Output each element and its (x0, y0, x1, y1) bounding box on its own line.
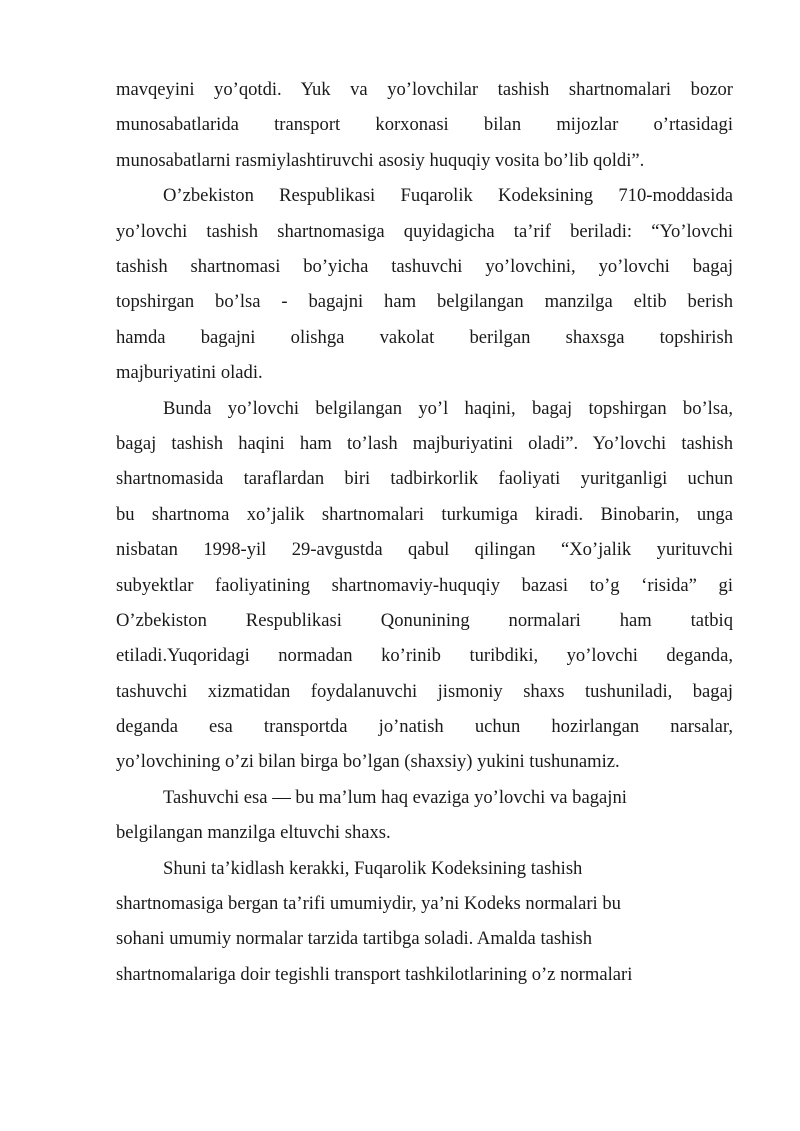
text-line: mavqeyini yo’qotdi. Yuk va yo’lovchilar tashish shartnomalari bozor (116, 79, 733, 100)
text-line: tashuvchi xizmatidan foydalanuvchi jismoniy shaxs tushuniladi, bagaj (116, 680, 733, 702)
text-line: yo’lovchining o’zi bilan birga bo’lgan (shaxsiy) yukini tushunamiz. (116, 751, 620, 773)
text-line: hamda bagajni olishga vakolat berilgan shaxsga topshirish (116, 326, 733, 348)
text-line: etiladi.Yuqoridagi normadan ko’rinib turibdiki, yo’lovchi deganda, (116, 645, 733, 667)
text-line: Bunda yo’lovchi belgilangan yo’l haqini, bagaj topshirgan bo’lsa, (163, 397, 733, 419)
text-line: bu shartnoma xo’jalik shartnomalari turkumiga kiradi. Binobarin, unga (116, 503, 733, 525)
text-line: Tashuvchi esa — bu ma’lum haq evaziga yo’lovchi va bagajni (163, 786, 627, 808)
paragraph-4 (116, 780, 733, 851)
document-body (116, 72, 733, 992)
text-line: munosabatlarni rasmiylashtiruvchi asosiy huquqiy vosita bo’lib qoldi”. (116, 149, 645, 171)
text-line: O’zbekiston Respublikasi Fuqarolik Kodeksining 710-moddasida (163, 185, 733, 207)
text-line: bagaj tashish haqini ham to’lash majburiyatini oladi”. Yo’lovchi tashish (116, 432, 733, 454)
text-line: deganda esa transportda jo’natish uchun hozirlangan narsalar, (116, 716, 733, 738)
text-line: tashish shartnomasi bo’yicha tashuvchi yo’lovchini, yo’lovchi bagaj (116, 255, 733, 277)
text-line: O’zbekiston Respublikasi Qonunining normalari ham tatbiq (116, 609, 733, 631)
text-line: shartnomalariga doir tegishli transport tashkilotlarining o’z normalari (116, 963, 633, 985)
paragraph-2 (116, 178, 733, 390)
paragraph-1 (116, 72, 733, 178)
text-line: subyektlar faoliyatining shartnomaviy-huquqiy bazasi to’g ‘risida” gi (116, 574, 733, 596)
text-line: topshirgan bo’lsa - bagajni ham belgilangan manzilga eltib berish (116, 291, 733, 313)
text-line: shartnomasida taraflardan biri tadbirkorlik faoliyati yuritganligi uchun (116, 468, 733, 490)
paragraph-5 (116, 851, 733, 993)
text-line: majburiyatini oladi. (116, 362, 263, 384)
paragraph-3 (116, 391, 733, 780)
text-line: yo’lovchi tashish shartnomasiga quyidagicha ta’rif beriladi: “Yo’lovchi (116, 220, 733, 242)
text-line: shartnomasiga bergan ta’rifi umumiydir, ya’ni Kodeks normalari bu (116, 893, 621, 915)
text-line: nisbatan 1998-yil 29-avgustda qabul qilingan “Xo’jalik yurituvchi (116, 539, 733, 561)
text-line: munosabatlarida transport korxonasi bilan mijozlar o’rtasidagi (116, 114, 733, 136)
text-line: sohani umumiy normalar tarzida tartibga soladi. Amalda tashish (116, 928, 593, 950)
text-line: Shuni ta’kidlash kerakki, Fuqarolik Kodeksining tashish (163, 857, 583, 879)
text-line: belgilangan manzilga eltuvchi shaxs. (116, 822, 391, 844)
